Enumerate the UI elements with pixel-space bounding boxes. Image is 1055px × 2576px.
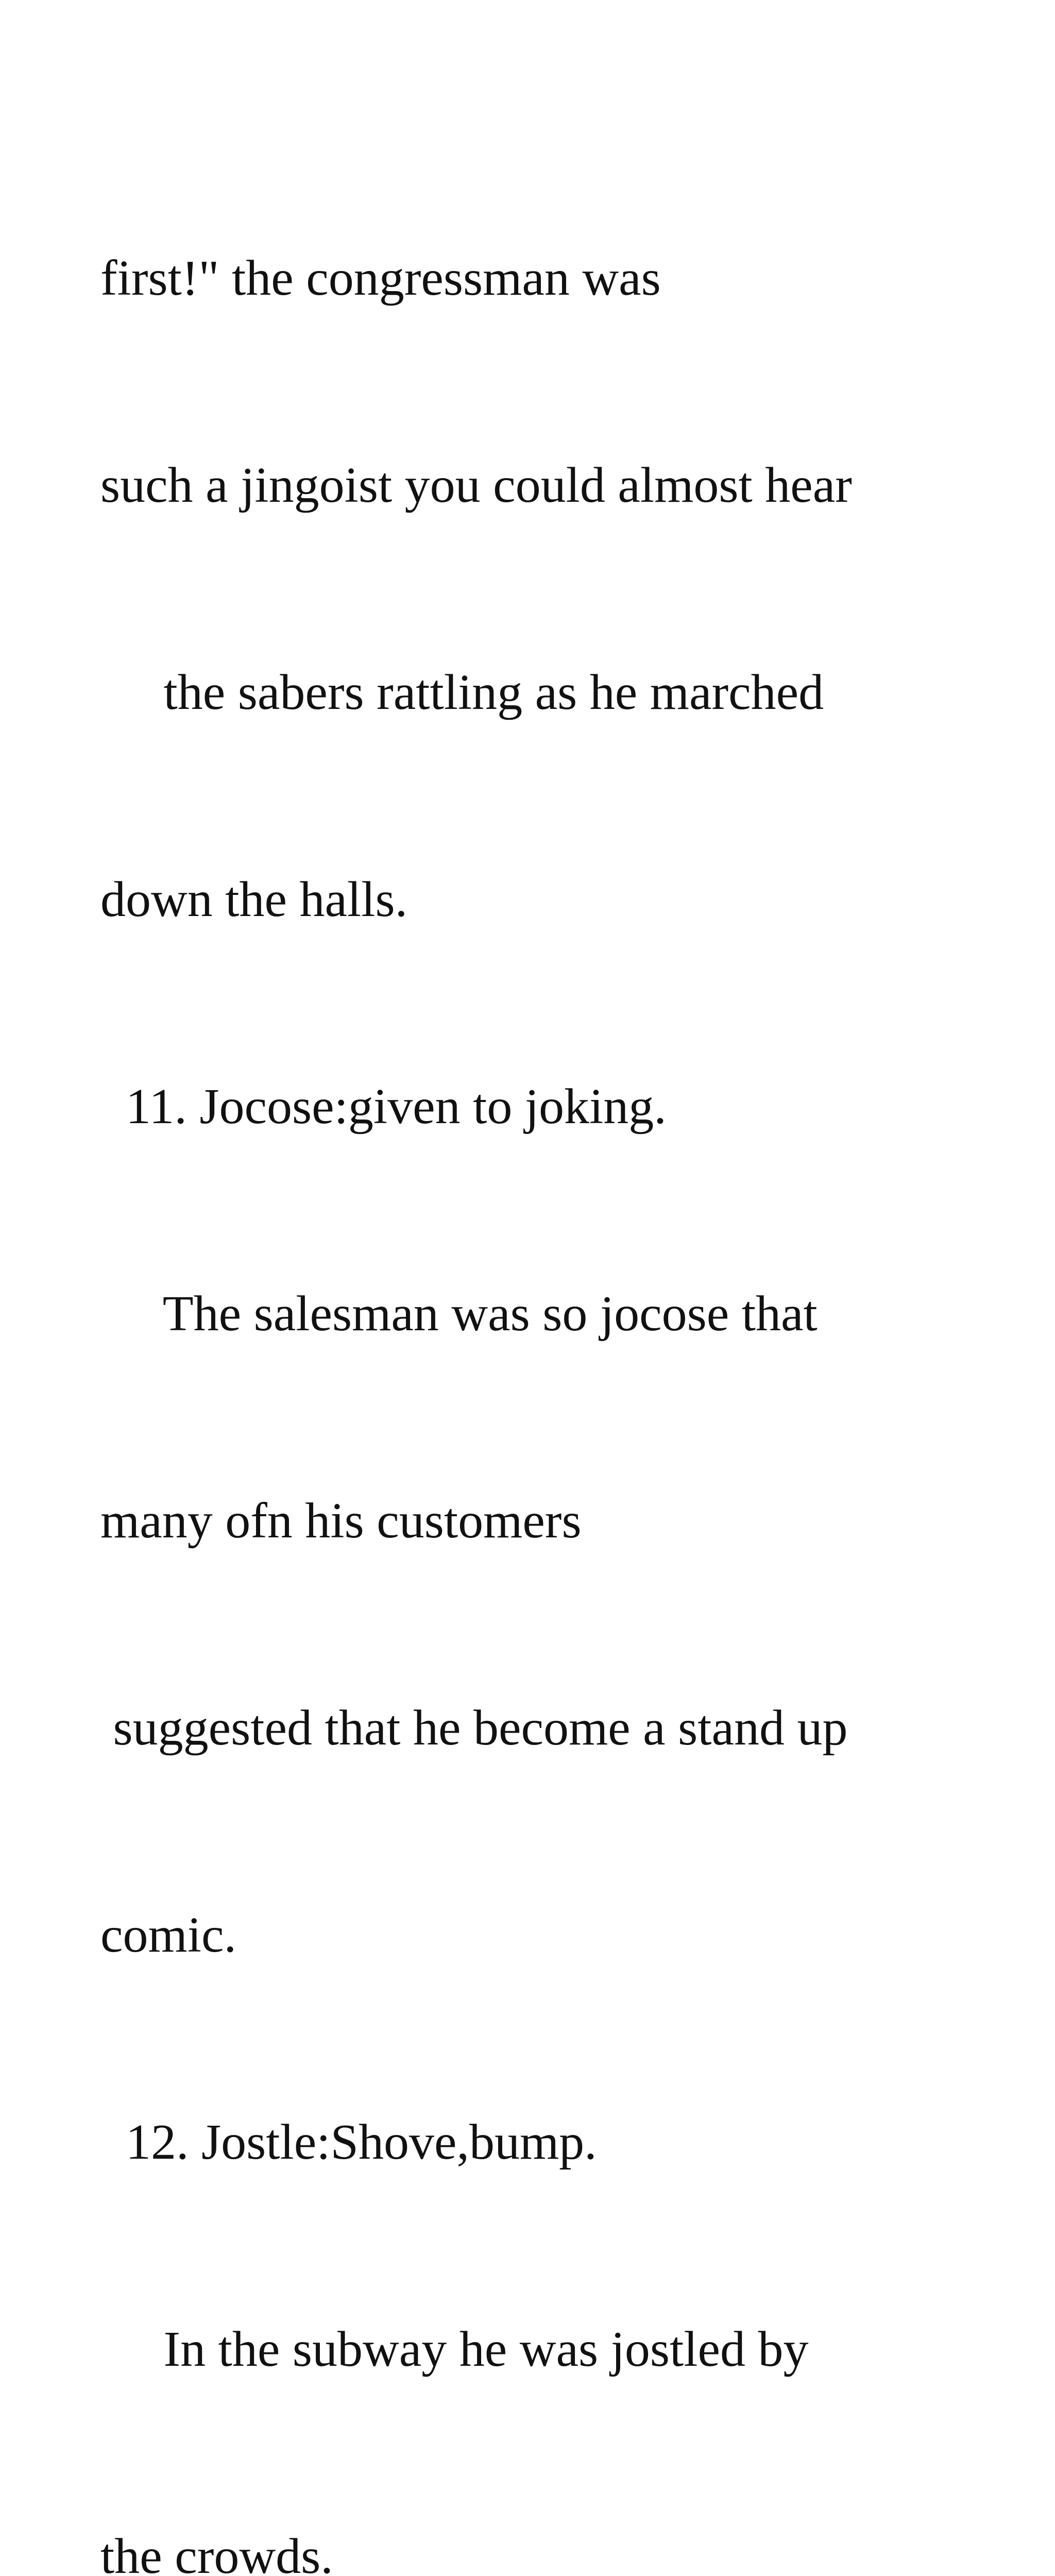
text-line: The salesman was so jocose that	[100, 1286, 818, 1342]
entry-heading-11: 11. Jocose:given to joking.	[100, 1079, 667, 1134]
text-line: the crowds.	[100, 2529, 333, 2576]
text-line: comic.	[100, 1907, 236, 1963]
body-text	[100, 106, 1028, 2576]
text-line: many ofn his customers	[100, 1493, 582, 1549]
text-line: down the halls.	[100, 872, 408, 927]
text-line: first!" the congressman was	[100, 250, 661, 306]
text-line: suggested that he become a stand up	[100, 1700, 848, 1756]
text-line: the sabers rattling as he marched	[100, 665, 824, 720]
text-line: such a jingoist you could almost hear	[100, 457, 852, 513]
entry-heading-12: 12. Jostle:Shove,bump.	[100, 2114, 597, 2170]
text-line: In the subway he was jostled by	[100, 2321, 809, 2377]
